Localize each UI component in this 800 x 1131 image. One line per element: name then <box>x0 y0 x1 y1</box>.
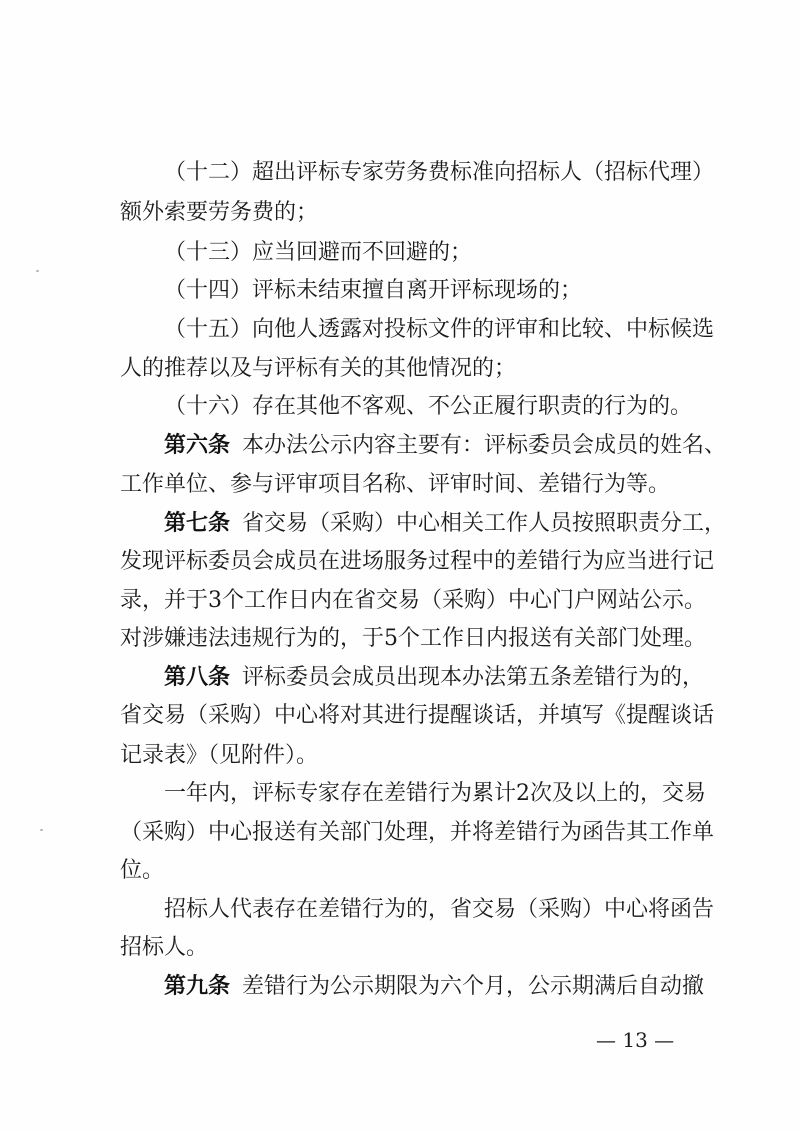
paragraph-line <box>164 276 582 306</box>
line-text: 差错行为公示期限为六个月，公示期满后自动撤 <box>242 974 705 999</box>
paragraph-line <box>120 547 714 577</box>
article-line <box>164 509 726 539</box>
line-text: （十四）评标未结束擅自离开评标现场的； <box>164 278 583 303</box>
line-text: 省交易（采购）中心将对其进行提醒谈话，并填写《提醒谈话 <box>120 703 715 728</box>
paragraph-line <box>120 741 318 771</box>
line-text: （十三）应当回避而不回避的； <box>164 240 473 265</box>
paragraph-line <box>164 315 714 345</box>
paragraph-line <box>164 895 714 925</box>
paragraph-line <box>120 198 318 228</box>
line-text: 额外索要劳务费的； <box>120 200 319 225</box>
line-text: 位。 <box>120 858 165 883</box>
line-text: （十六）存在其他不客观、不公正履行职责的行为的。 <box>164 394 693 419</box>
article-label: 第六条 <box>164 433 231 458</box>
paragraph-line <box>164 238 472 268</box>
line-text: （十二）超出评标专家劳务费标准向招标人（招标代理） <box>164 160 715 185</box>
paragraph-line <box>120 470 670 500</box>
line-text: 工作单位、参与评审项目名称、评审时间、差错行为等。 <box>120 472 671 497</box>
paragraph-line <box>120 624 706 654</box>
paragraph-line <box>120 701 714 731</box>
paragraph-line <box>120 818 714 848</box>
line-text: 招标人代表存在差错行为的，省交易（采购）中心将函告 <box>164 897 715 922</box>
paragraph-line <box>120 354 516 384</box>
line-text: 评标委员会成员出现本办法第五条差错行为的， <box>242 665 705 690</box>
line-text: 发现评标委员会成员在进场服务过程中的差错行为应当进行记 <box>120 549 715 574</box>
paragraph-line <box>120 586 706 616</box>
scan-speck <box>40 829 43 831</box>
article-label: 第七条 <box>164 511 231 536</box>
line-text: 人的推荐以及与评标有关的其他情况的； <box>120 356 517 381</box>
article-line <box>164 972 704 1002</box>
paragraph-line <box>120 856 164 886</box>
line-text: 对涉嫌违法违规行为的，于5个工作日内报送有关部门处理。 <box>120 626 706 651</box>
article-label: 第八条 <box>164 665 231 690</box>
line-text: 记录表》（见附件）。 <box>120 743 319 768</box>
paragraph-line <box>164 158 714 188</box>
paragraph-line <box>164 392 692 422</box>
line-text: 录，并于3个工作日内在省交易（采购）中心门户网站公示。 <box>120 588 706 613</box>
line-text: 一年内，评标专家存在差错行为累计2次及以上的，交易 <box>164 781 706 806</box>
article-line <box>164 431 726 461</box>
line-text: （十五）向他人透露对投标文件的评审和比较、中标候选 <box>164 317 715 342</box>
article-line <box>164 663 704 693</box>
line-text: 招标人。 <box>120 935 209 960</box>
paragraph-line <box>164 779 706 809</box>
article-label: 第九条 <box>164 974 231 999</box>
page-number: — 13 — <box>596 1028 675 1052</box>
line-text: 本办法公示内容主要有：评标委员会成员的姓名、 <box>242 433 727 458</box>
line-text: （采购）中心报送有关部门处理，并将差错行为函告其工作单 <box>120 820 715 845</box>
line-text: 省交易（采购）中心相关工作人员按照职责分工， <box>242 511 727 536</box>
paragraph-line <box>120 933 208 963</box>
scan-speck <box>36 270 39 272</box>
